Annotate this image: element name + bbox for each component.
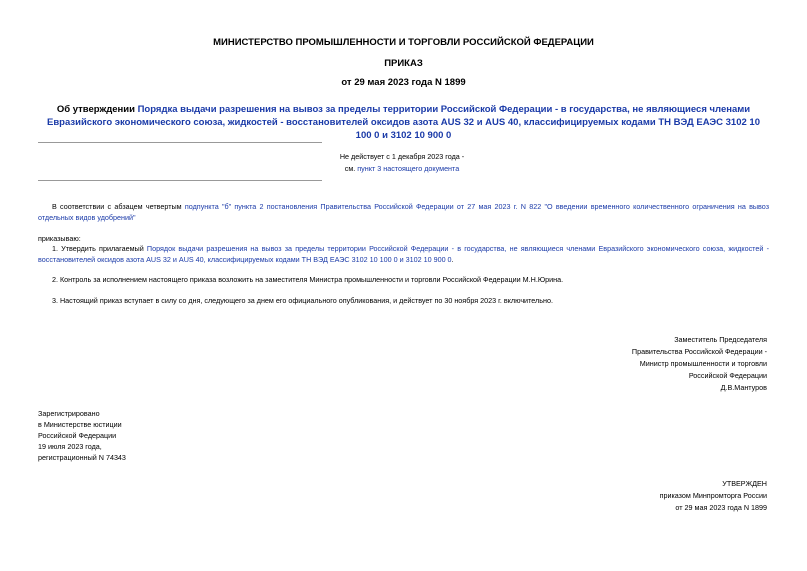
divider-top xyxy=(38,142,322,143)
title-prefix: Об утверждении xyxy=(56,104,138,115)
item-3: 3. Настоящий приказ вступает в силу со дня, следующего за днем его официального опубликования, и действует по 30 ноября 2023 г. включительно. xyxy=(52,296,553,305)
signature-line1: Заместитель Председателя xyxy=(674,335,767,344)
signature-name: Д.В.Мантуров xyxy=(720,383,767,392)
approved-line3: от 29 мая 2023 года N 1899 xyxy=(675,503,767,512)
registration-line3: Российской Федерации xyxy=(38,431,117,440)
ministry-heading: МИНИСТЕРСТВО ПРОМЫШЛЕННОСТИ И ТОРГОВЛИ РОССИЙСКОЙ ФЕДЕРАЦИИ xyxy=(213,37,594,48)
notice-prefix: см. xyxy=(344,164,358,173)
document-title xyxy=(40,103,767,142)
basis-link[interactable]: подпункта "б" пункта 2 постановления Правительства Российской Федерации от 27 мая 2023 г. N 822 "О введении временного количественного ограничения на вывоз отдельных видов удобрений" xyxy=(38,202,769,222)
approved-line1: УТВЕРЖДЕН xyxy=(722,479,767,488)
item-1-suffix: . xyxy=(451,254,454,264)
item-1 xyxy=(38,244,769,265)
registration-block xyxy=(38,408,238,463)
basis-prefix: В соответствии с абзацем четвертым xyxy=(52,202,185,211)
paragraph-basis xyxy=(38,202,769,223)
registration-number: регистрационный N 74343 xyxy=(38,453,126,462)
item-2: 2. Контроль за исполнением настоящего приказа возложить на заместителя Министра промышленности и торговли Российской Федерации М.Н.Юрина. xyxy=(52,275,564,284)
signature-line4: Российской Федерации xyxy=(688,371,767,380)
notice-line2 xyxy=(322,163,482,175)
registration-line4: 19 июля 2023 года, xyxy=(38,442,102,451)
registration-line2: в Министерстве юстиции xyxy=(38,420,122,429)
notice-line1: Не действует с 1 декабря 2023 года - xyxy=(339,152,465,161)
doc-date-number: от 29 мая 2023 года N 1899 xyxy=(341,77,466,88)
approved-line2: приказом Минпромторга России xyxy=(659,491,767,500)
divider-bottom xyxy=(38,180,322,181)
doc-type-heading: ПРИКАЗ xyxy=(384,58,423,69)
signature-line2: Правительства Российской Федерации - xyxy=(631,347,767,356)
registration-line1: Зарегистрировано xyxy=(38,409,100,418)
item-1-link[interactable]: Порядок выдачи разрешения на вывоз за пределы территории Российской Федерации - в государства, не являющиеся членами Евразийского экономического союза, жидкостей - восстановителей оксидов азота AUS 32 и AUS 40, классифицируемых кодами ТН ВЭД ЕАЭС 3102 10 100 0 и 3102 10 900 0 xyxy=(38,244,769,264)
approved-block xyxy=(567,478,767,514)
item-1-prefix: 1. Утвердить прилагаемый xyxy=(52,244,147,253)
signature-block xyxy=(567,334,767,394)
decree-word: приказываю: xyxy=(38,234,81,243)
signature-line3: Министр промышленности и торговли xyxy=(639,359,767,368)
status-notice xyxy=(322,151,482,175)
title-link[interactable]: Порядка выдачи разрешения на вывоз за пределы территории Российской Федерации - в государства, не являющиеся членами Евразийского экономического союза, жидкостей - восстановителей оксидов азота AUS 32 и AUS 40, классифицируемых кодами ТН ВЭД ЕАЭС 3102 10 100 0 и 3102 10 900 0 xyxy=(47,104,760,141)
notice-link[interactable]: пункт 3 настоящего документа xyxy=(357,164,460,173)
